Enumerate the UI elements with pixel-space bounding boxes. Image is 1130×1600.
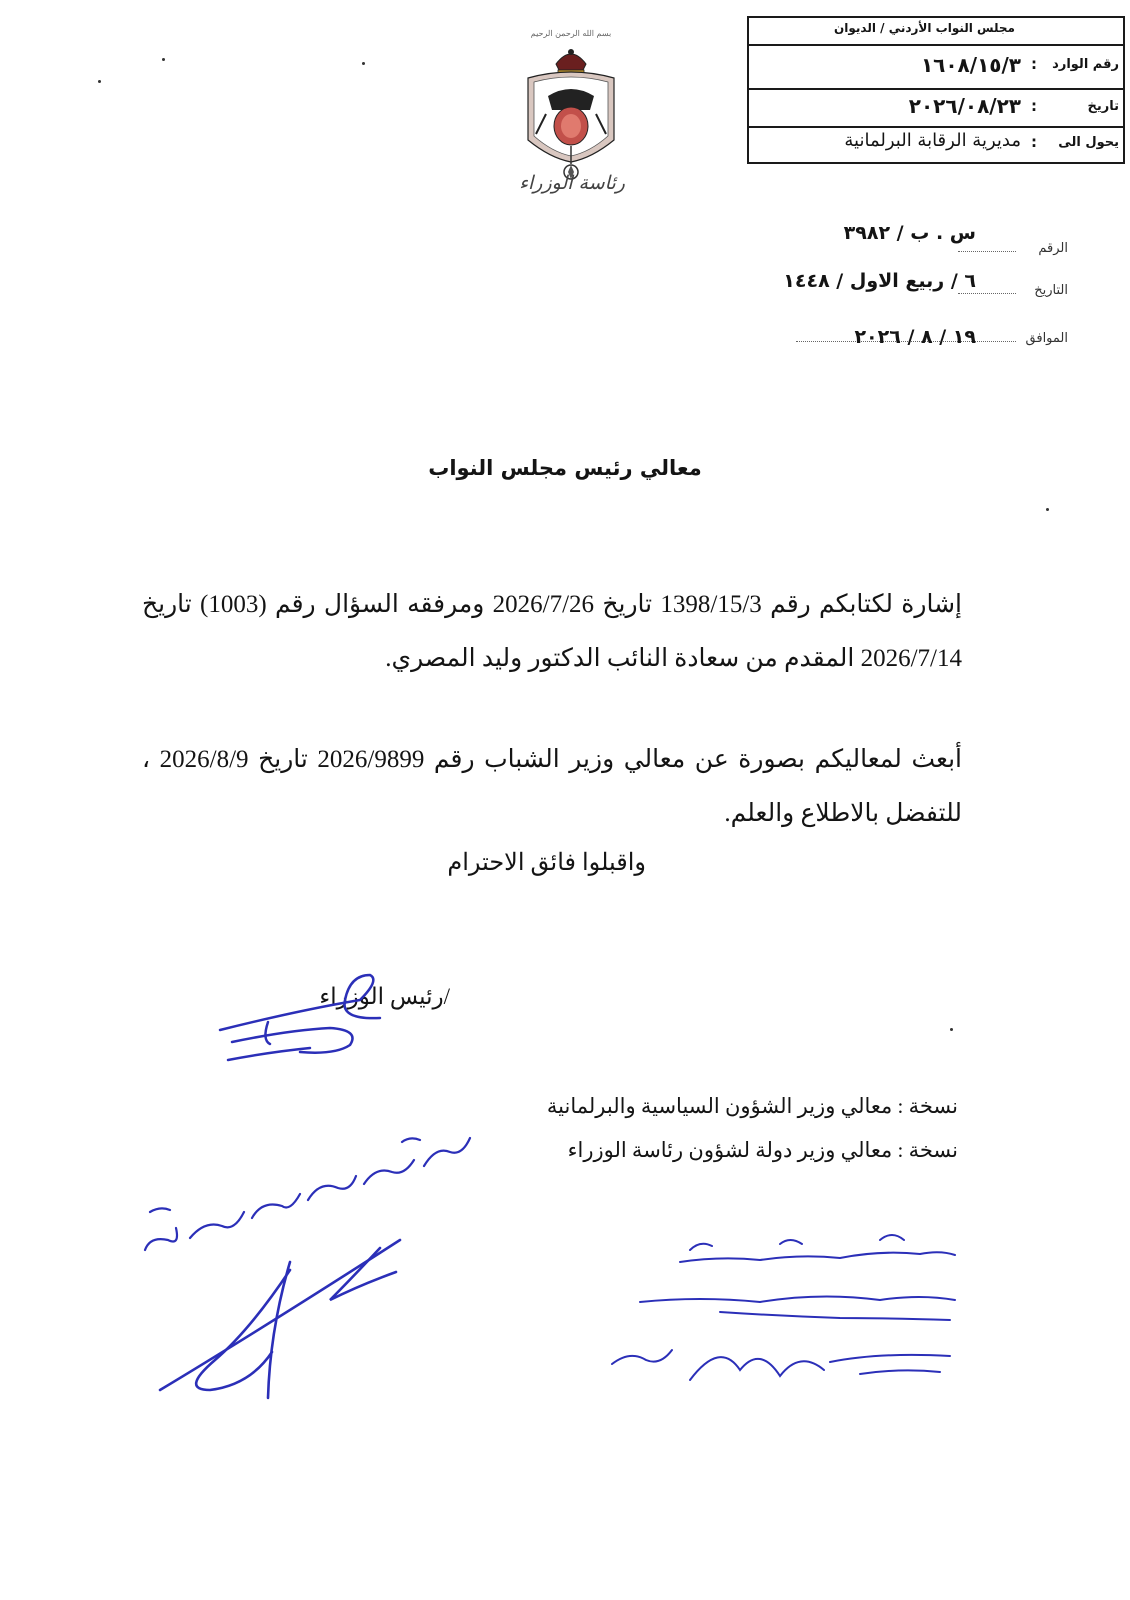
reference-hijri-label: التاريخ <box>1034 283 1068 298</box>
scan-speck <box>98 80 101 83</box>
scan-speck <box>950 1028 953 1031</box>
reference-number-value: س . ب / ٣٩٨٢ <box>843 222 976 244</box>
signer-prefix: / <box>443 984 450 1009</box>
scan-speck <box>362 62 365 65</box>
stamp-referred-value: مديرية الرقابة البرلمانية <box>844 130 1021 151</box>
letter-paragraph-1: إشارة لكتابكم رقم 1398/15/3 تاريخ 2026/7/26 ومرفقه السؤال رقم (1003) تاريخ 2026/7/14 المقدم من سعادة النائب الدكتور وليد المصري. <box>142 591 962 672</box>
scan-speck <box>1046 508 1049 511</box>
copy-line-2: نسخة : معالي وزير دولة لشؤون رئاسة الوزراء <box>567 1138 958 1162</box>
left-initial-scribble <box>160 1240 400 1398</box>
copy-line-1: نسخة : معالي وزير الشؤون السياسية والبرلمانية <box>546 1094 958 1118</box>
salutation: معالي رئيس مجلس النواب <box>428 456 702 480</box>
stamp-separator: : <box>1031 97 1037 115</box>
scan-speck <box>162 58 165 61</box>
letter-paragraph-2: أبعث لمعاليكم بصورة عن معالي وزير الشباب رقم 2026/9899 تاريخ 2026/8/9 ، للتفضل بالاطلاع والعلم. <box>142 746 962 827</box>
left-handwritten-note <box>145 1138 470 1250</box>
stamp-date-value: ٢٠٢٦/٠٨/٢٣ <box>908 94 1021 118</box>
stamp-incoming-value: ١٦٠٨/١٥/٣ <box>920 53 1021 77</box>
reference-gregorian-label: الموافق <box>1025 331 1068 346</box>
right-handwritten-note <box>612 1235 955 1380</box>
reference-number-label: الرقم <box>1038 241 1068 256</box>
basmala: بسم الله الرحمن الرحيم <box>530 29 612 38</box>
prime-minister-signature <box>220 975 380 1060</box>
closing-line: واقبلوا فائق الاحترام <box>447 850 646 876</box>
stamp-incoming-label: رقم الوارد <box>1052 57 1119 72</box>
stamp-referred-label: يحول الى <box>1058 135 1119 150</box>
reference-hijri-value: ٦ / ربيع الاول / ١٤٤٨ <box>783 270 976 292</box>
stamp-date-label: تاريخ <box>1087 99 1119 114</box>
emblem-caption: رئاسة الوزراء <box>519 172 625 194</box>
reference-gregorian-value: ١٩ / ٨ / ٢٠٢٦ <box>854 326 976 348</box>
stamp-separator: : <box>1031 133 1037 151</box>
stamp-separator: : <box>1031 55 1037 73</box>
stamp-header: مجلس النواب الأردني / الديوان <box>834 21 1015 35</box>
signer-title: رئيس الوزراء <box>319 984 444 1009</box>
